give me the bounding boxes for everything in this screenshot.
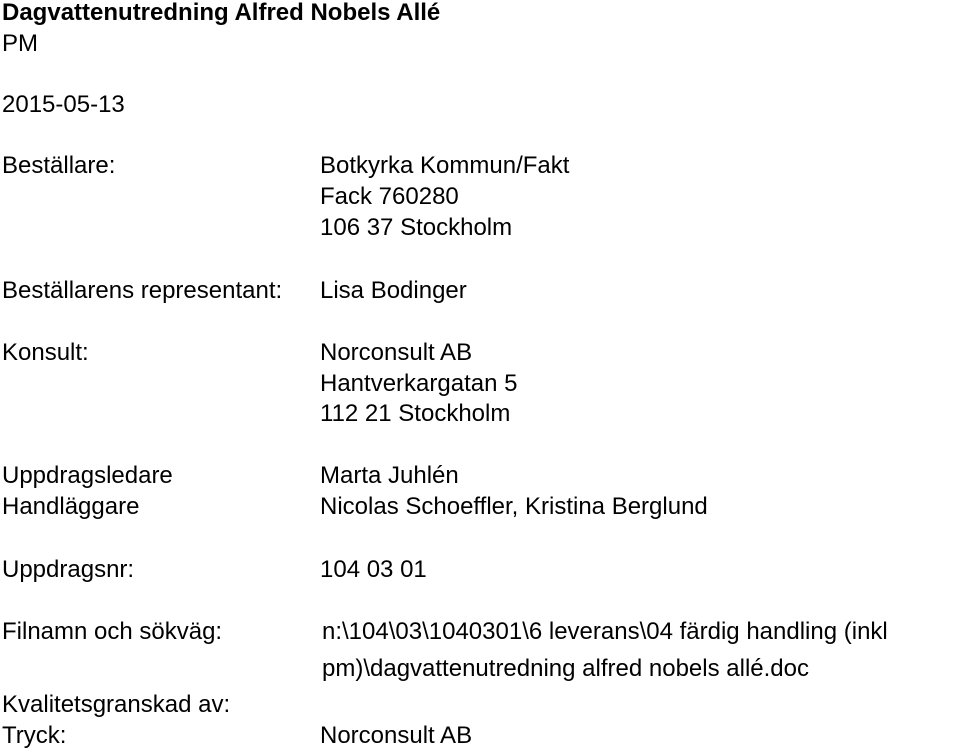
consultant-address-line: Norconsult AB [320, 339, 473, 366]
project-manager-label: Uppdragsledare [2, 462, 173, 489]
consultant-address-line: 112 21 Stockholm [320, 400, 511, 427]
file-path-line: pm)\dagvattenutredning alfred nobels allé.doc [322, 655, 809, 682]
handlers-value: Nicolas Schoeffler, Kristina Berglund [320, 493, 708, 520]
consultant-label: Konsult: [2, 339, 89, 366]
project-manager-value: Marta Juhlén [320, 462, 459, 489]
client-address-line: 106 37 Stockholm [320, 214, 513, 241]
client-rep-label: Beställarens representant: [2, 277, 283, 304]
handlers-label: Handläggare [2, 493, 140, 520]
document-type: PM [2, 30, 38, 57]
consultant-address-line: Hantverkargatan 5 [320, 370, 518, 397]
client-label: Beställare: [2, 152, 116, 179]
file-path-line: n:\104\03\1040301\6 leverans\04 färdig handling (inkl [322, 618, 888, 645]
document-date: 2015-05-13 [2, 91, 125, 118]
quality-review-label: Kvalitetsgranskad av: [2, 691, 231, 718]
print-value: Norconsult AB [320, 722, 473, 749]
client-address-line: Botkyrka Kommun/Fakt [320, 152, 570, 179]
assignment-number-label: Uppdragsnr: [2, 556, 135, 583]
client-rep-value: Lisa Bodinger [320, 277, 467, 304]
document-title: Dagvattenutredning Alfred Nobels Allé [2, 0, 441, 26]
client-address-line: Fack 760280 [320, 183, 459, 210]
assignment-number-value: 104 03 01 [320, 556, 427, 583]
print-label: Tryck: [2, 722, 67, 749]
file-path-label: Filnamn och sökväg: [2, 618, 223, 645]
